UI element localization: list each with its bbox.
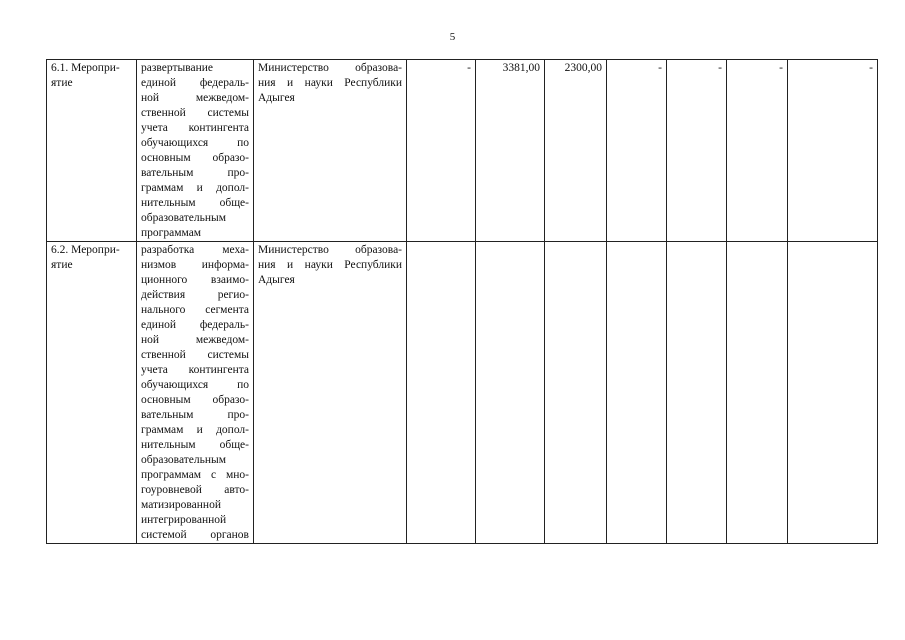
value-cell <box>476 242 545 544</box>
activity-cell: 6.1. Меропри- ятие <box>47 60 137 242</box>
value-cell: 2300,00 <box>545 60 607 242</box>
value-cell: - <box>407 60 476 242</box>
value-cell <box>788 242 878 544</box>
program-activities-table <box>46 59 878 544</box>
executor-cell: Министерство образова- ния и науки Республики Адыгея <box>254 242 407 544</box>
description-cell: развертывание единой федераль- ной межведом- ственной системы учета контингента обучающихся по основным образо- вательным про- граммам и допол- нительным обще- образовательным программам <box>137 60 254 242</box>
value-cell <box>607 242 667 544</box>
description-cell: разработка меха- низмов информа- ционного взаимо- действия регио- нального сегмента единой федераль- ной межведом- ственной системы учета контингента обучающихся по основным образо- вательным про- граммам и допол- нительным обще- образовательным программам с мно- гоуровневой авто- матизированной интегрированной системой органов <box>137 242 254 544</box>
table-row <box>47 60 878 242</box>
value-cell <box>727 242 788 544</box>
value-cell: - <box>667 60 727 242</box>
value-cell <box>667 242 727 544</box>
executor-cell: Министерство образова- ния и науки Республики Адыгея <box>254 60 407 242</box>
value-cell: - <box>727 60 788 242</box>
value-cell <box>407 242 476 544</box>
page-number: 5 <box>449 31 456 43</box>
value-cell: - <box>788 60 878 242</box>
value-cell: 3381,00 <box>476 60 545 242</box>
activity-cell: 6.2. Меропри- ятие <box>47 242 137 544</box>
value-cell: - <box>607 60 667 242</box>
value-cell <box>545 242 607 544</box>
table-row <box>47 242 878 544</box>
